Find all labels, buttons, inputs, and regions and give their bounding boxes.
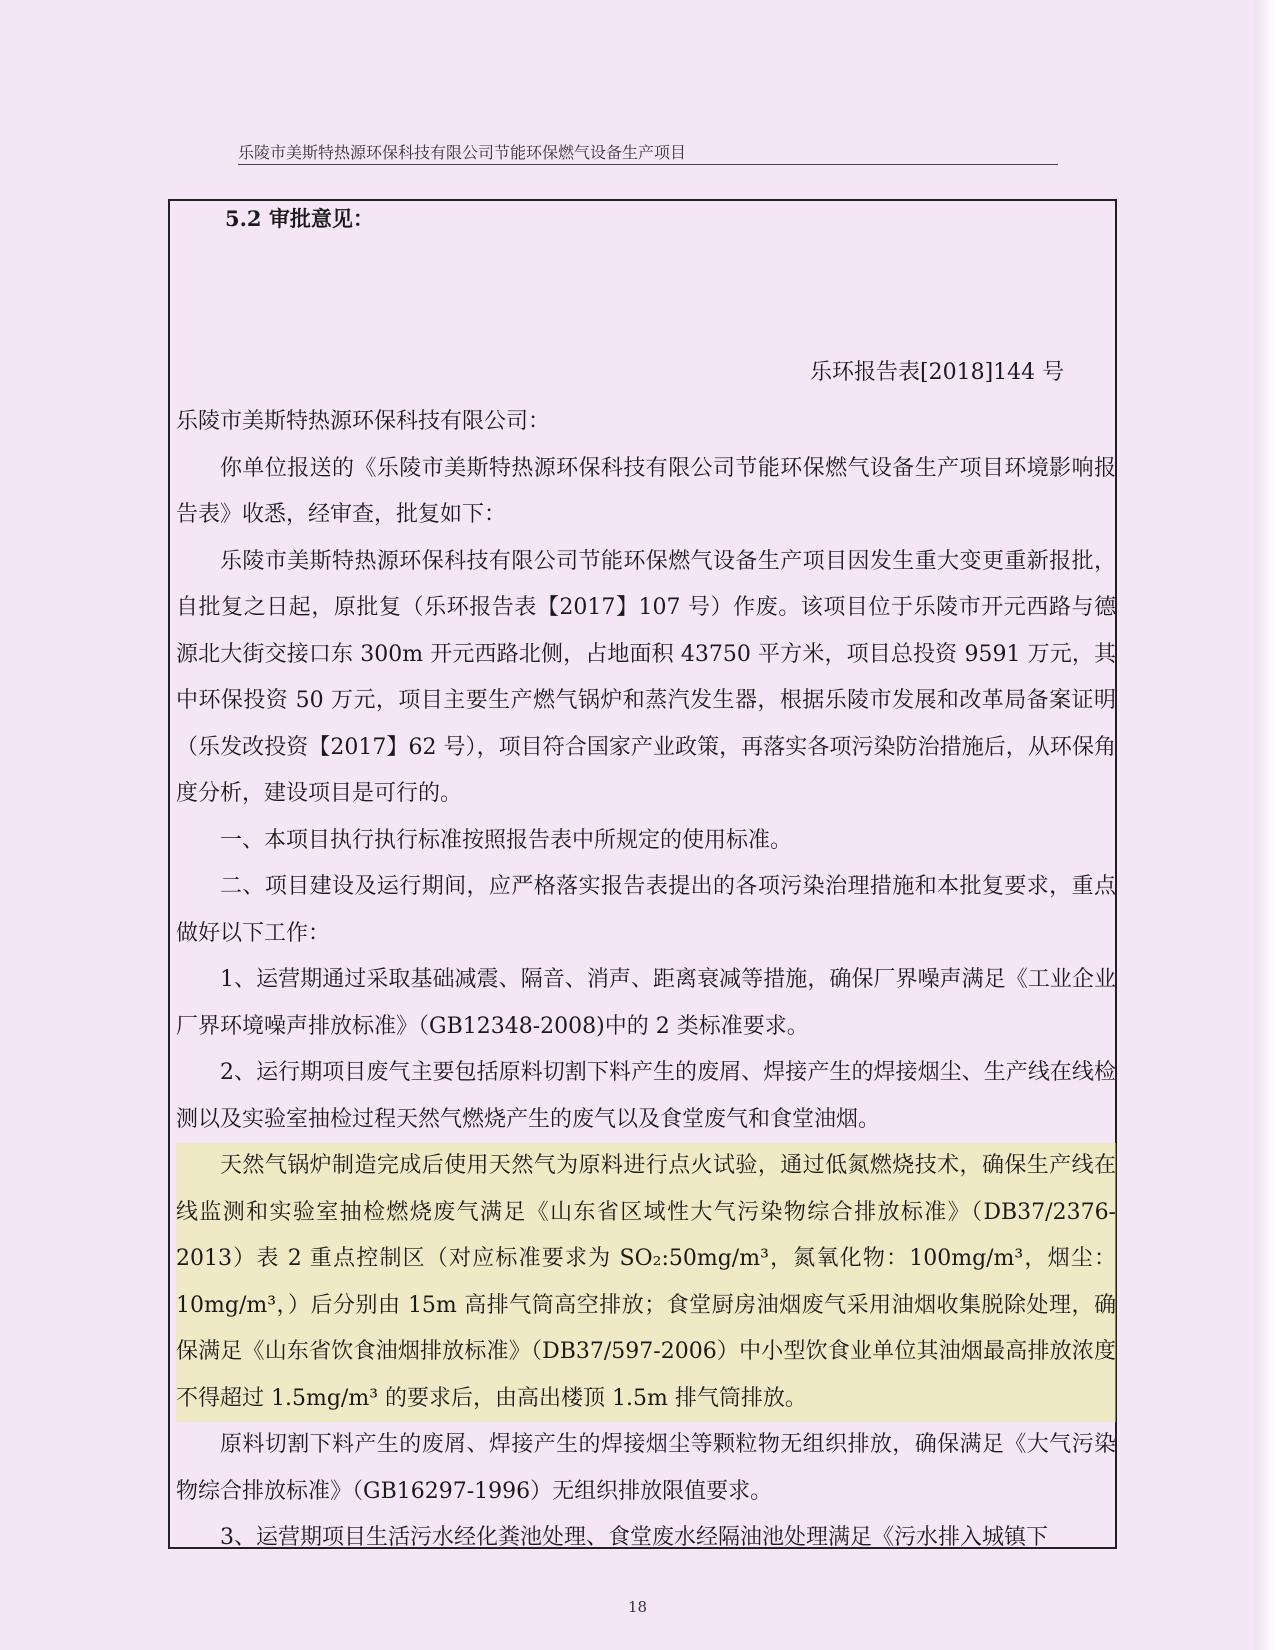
paragraph-exhaust: 2、运行期项目废气主要包括原料切割下料产生的废屑、焊接产生的焊接烟尘、生产线在线检测以及实验室抽检过程天然气燃烧产生的废气以及食堂废气和食堂油烟。: [176, 1060, 1116, 1132]
section-title: 5.2 审批意见：: [225, 206, 374, 231]
paragraph-noise: 1、运营期通过采取基础减震、隔音、消声、距离衰减等措施，确保厂界噪声满足《工业企业厂界环境噪声排放标准》（GB12348-2008)中的 2 类标准要求。: [176, 967, 1116, 1039]
paragraph-item-1: 一、本项目执行执行标准按照报告表中所规定的使用标准。: [220, 827, 793, 853]
approval-box: [168, 199, 1117, 1549]
scan-edge: [1254, 0, 1276, 1650]
page-number: 18: [628, 1598, 648, 1616]
paragraph-wastewater: 3、运营期项目生活污水经化粪池处理、食堂废水经隔油池处理满足《污水排入城镇下: [220, 1525, 1048, 1550]
paragraph-particulates: 原料切割下料产生的废屑、焊接产生的焊接烟尘等颗粒物无组织排放，确保满足《大气污染物综合排放标准》（GB16297-1996）无组织排放限值要求。: [176, 1432, 1116, 1504]
header-rule: [238, 164, 1058, 165]
reference-number: 乐环报告表[2018]144 号: [810, 360, 1065, 385]
paragraph-boiler-emission: 天然气锅炉制造完成后使用天然气为原料进行点火试验，通过低氮燃烧技术，确保生产线在线监测和实验室抽检燃烧废气满足《山东省区域性大气污染物综合排放标准》（DB37/2376-2013）表 2 重点控制区（对应标准要求为 SO₂:50mg/m³，氮氧化物：100mg/m³，烟尘：10mg/m³，）后分别由 15m 高排气筒高空排放；食堂厨房油烟废气采用油烟收集脱除处理，确保满足《山东省饮食油烟排放标准》（DB37/597-2006）中小型饮食业单位其油烟最高排放浓度不得超过 1.5mg/m³ 的要求后，由高出楼顶 1.5m 排气筒排放。: [176, 1143, 1116, 1422]
addressee: 乐陵市美斯特热源环保科技有限公司：: [176, 409, 551, 434]
paragraph-project-summary: 乐陵市美斯特热源环保科技有限公司节能环保燃气设备生产项目因发生重大变更重新报批，自批复之日起，原批复（乐环报告表【2017】107 号）作废。该项目位于乐陵市开元西路与德源北大街交接口东 300m 开元西路北侧，占地面积 43750 平方米，项目总投资 9591 万元，其中环保投资 50 万元，项目主要生产燃气锅炉和蒸汽发生器，根据乐陵市发展和改革局备案证明（乐发改投资【2017】62 号），项目符合国家产业政策，再落实各项污染防治措施后，从环保角度分析，建设项目是可行的。: [176, 548, 1116, 806]
page-header-title: 乐陵市美斯特热源环保科技有限公司节能环保燃气设备生产项目: [238, 143, 687, 162]
paragraph-item-2: 二、项目建设及运行期间，应严格落实报告表提出的各项污染治理措施和本批复要求，重点做好以下工作：: [176, 874, 1116, 946]
approval-text: [176, 399, 1116, 1562]
paragraph-intro: 你单位报送的《乐陵市美斯特热源环保科技有限公司节能环保燃气设备生产项目环境影响报告表》收悉，经审查，批复如下：: [176, 455, 1116, 527]
